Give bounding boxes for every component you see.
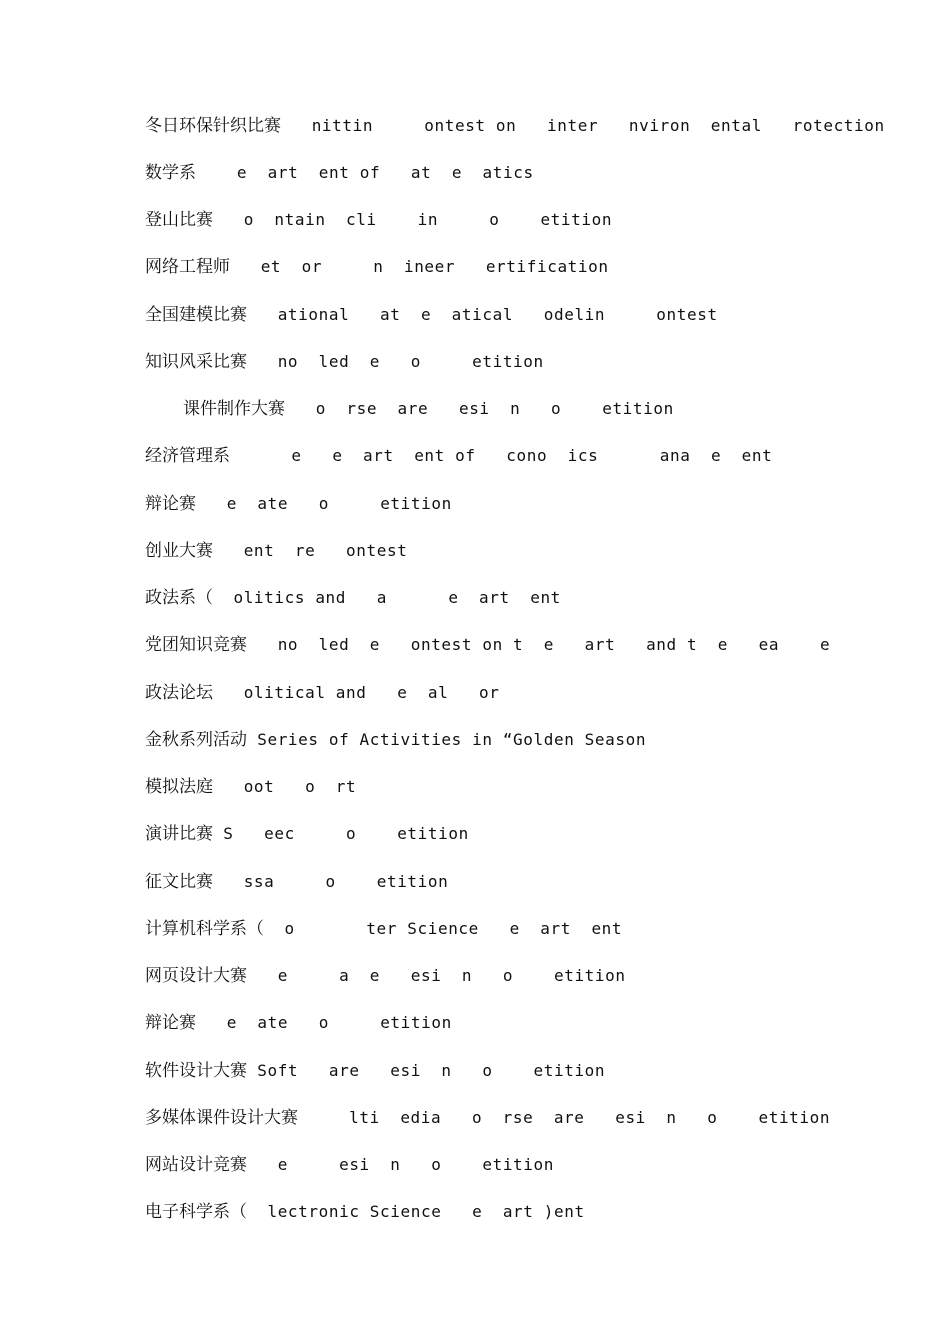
text-line bbox=[145, 347, 544, 377]
chinese-term: 辩论赛 bbox=[145, 1013, 196, 1033]
chinese-term: 计算机科学系（ bbox=[145, 919, 264, 939]
chinese-term: 金秋系列活动 bbox=[145, 730, 247, 750]
text-line bbox=[145, 725, 646, 755]
text-line bbox=[145, 583, 561, 613]
text-line bbox=[145, 1150, 554, 1180]
chinese-term: 征文比赛 bbox=[145, 872, 213, 892]
english-term: o ntain cli in o etition bbox=[213, 210, 613, 229]
english-term: Series of Activities in “Golden Season bbox=[247, 730, 647, 749]
chinese-term: 冬日环保针织比赛 bbox=[145, 116, 281, 136]
text-line bbox=[145, 1197, 585, 1227]
text-line bbox=[145, 441, 772, 471]
english-term: no led e o etition bbox=[247, 352, 544, 371]
text-line bbox=[145, 630, 830, 660]
text-line bbox=[183, 394, 674, 424]
text-line bbox=[145, 819, 469, 849]
chinese-term: 数学系 bbox=[145, 163, 196, 183]
chinese-term: 知识风采比赛 bbox=[145, 352, 247, 372]
chinese-term: 党团知识竞赛 bbox=[145, 635, 247, 655]
chinese-term: 经济管理系 bbox=[145, 446, 230, 466]
english-term: e ate o etition bbox=[196, 1013, 452, 1032]
text-line bbox=[145, 914, 622, 944]
english-term: ent re ontest bbox=[213, 541, 408, 560]
english-term: olitics and a e art ent bbox=[213, 588, 561, 607]
english-term: ssa o etition bbox=[213, 872, 449, 891]
text-line bbox=[145, 205, 612, 235]
text-line bbox=[145, 772, 356, 802]
chinese-term: 政法论坛 bbox=[145, 683, 213, 703]
english-term: o ter Science e art ent bbox=[264, 919, 623, 938]
chinese-term: 创业大赛 bbox=[145, 541, 213, 561]
chinese-term: 模拟法庭 bbox=[145, 777, 213, 797]
text-line bbox=[145, 1103, 830, 1133]
chinese-term: 多媒体课件设计大赛 bbox=[145, 1108, 298, 1128]
english-term: e ate o etition bbox=[196, 494, 452, 513]
chinese-term: 政法系（ bbox=[145, 588, 213, 608]
english-term: o rse are esi n o etition bbox=[285, 399, 674, 418]
text-line bbox=[145, 1008, 452, 1038]
text-line bbox=[145, 111, 885, 141]
chinese-term: 辩论赛 bbox=[145, 494, 196, 514]
english-term: lti edia o rse are esi n o etition bbox=[298, 1108, 831, 1127]
english-term: e art ent of at e atics bbox=[196, 163, 534, 182]
english-term: lectronic Science e art )ent bbox=[247, 1202, 585, 1221]
english-term: Soft are esi n o etition bbox=[247, 1061, 606, 1080]
english-term: olitical and e al or bbox=[213, 683, 500, 702]
english-term: e esi n o etition bbox=[247, 1155, 554, 1174]
text-line bbox=[145, 961, 626, 991]
english-term: et or n ineer ertification bbox=[230, 257, 609, 276]
chinese-term: 网络工程师 bbox=[145, 257, 230, 277]
chinese-term: 演讲比赛 bbox=[145, 824, 213, 844]
english-term: oot o rt bbox=[213, 777, 357, 796]
text-line bbox=[145, 489, 452, 519]
text-line bbox=[145, 867, 448, 897]
english-term: no led e ontest on t e art and t e ea e bbox=[247, 635, 831, 654]
chinese-term: 课件制作大赛 bbox=[183, 399, 285, 419]
chinese-term: 登山比赛 bbox=[145, 210, 213, 230]
text-line bbox=[145, 536, 407, 566]
chinese-term: 网站设计竞赛 bbox=[145, 1155, 247, 1175]
text-line bbox=[145, 158, 534, 188]
text-line bbox=[145, 678, 500, 708]
text-line bbox=[145, 252, 609, 282]
text-line bbox=[145, 300, 718, 330]
chinese-term: 电子科学系（ bbox=[145, 1202, 247, 1222]
chinese-term: 软件设计大赛 bbox=[145, 1061, 247, 1081]
english-term: S eec o etition bbox=[213, 824, 469, 843]
english-term: e e art ent of cono ics ana e ent bbox=[230, 446, 773, 465]
english-term: e a e esi n o etition bbox=[247, 966, 626, 985]
text-line bbox=[145, 1056, 605, 1086]
english-term: ational at e atical odelin ontest bbox=[247, 305, 718, 324]
english-term: nittin ontest on inter nviron ental rotection bbox=[281, 116, 885, 135]
chinese-term: 网页设计大赛 bbox=[145, 966, 247, 986]
chinese-term: 全国建模比赛 bbox=[145, 305, 247, 325]
